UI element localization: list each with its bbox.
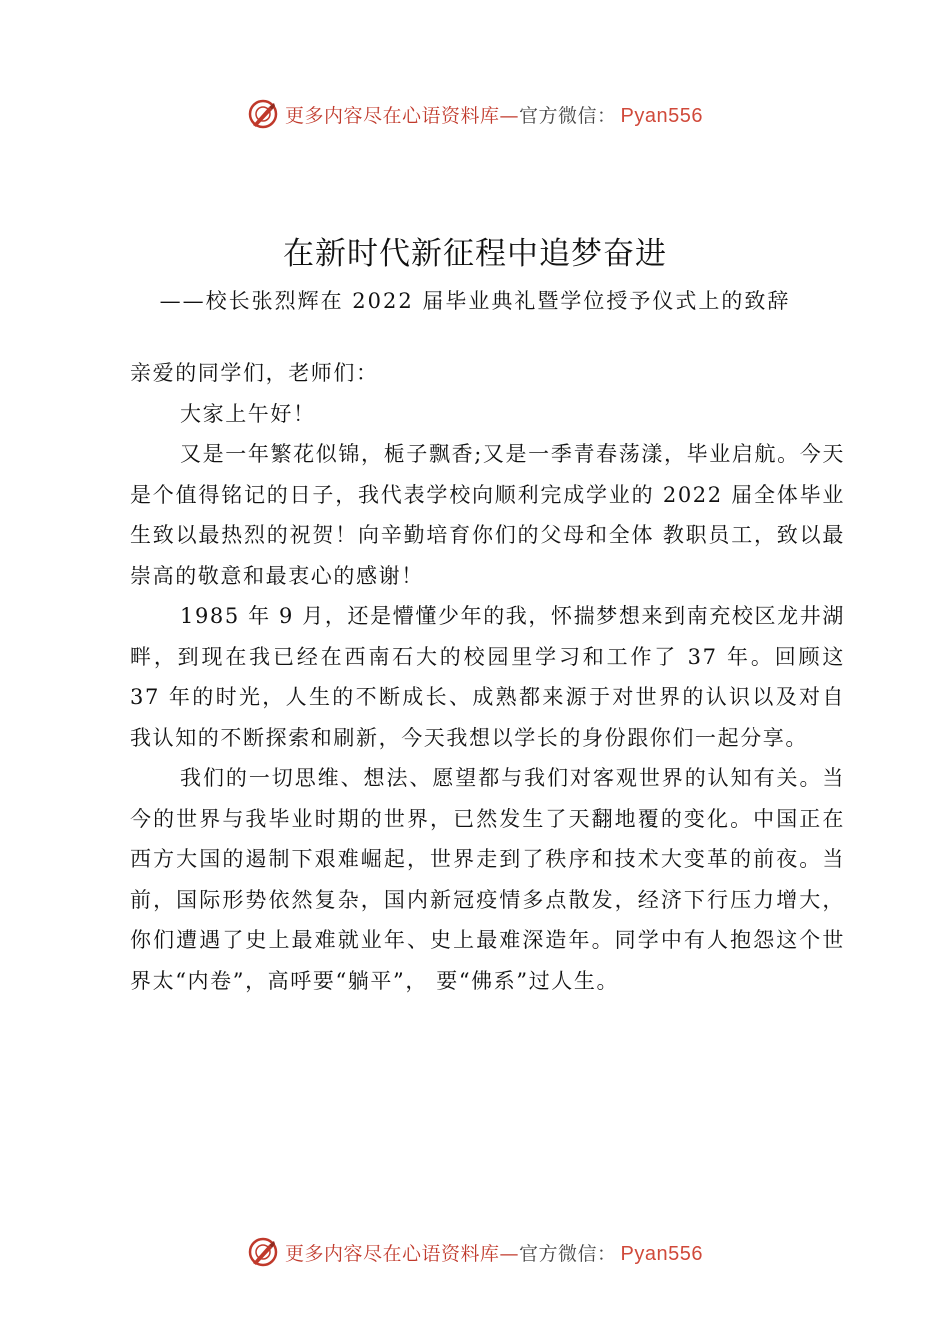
pen-circle-logo-icon [247, 1236, 279, 1268]
header-separator: — [499, 104, 520, 127]
page-subtitle: ——校长张烈辉在 2022 届毕业典礼暨学位授予仪式上的致辞 [159, 289, 791, 313]
header-wechat-label: 官方微信： [519, 104, 617, 127]
pen-circle-logo-icon [247, 98, 279, 130]
footer-brand: 更多内容尽在心语资料库 [285, 1242, 500, 1265]
page-title: 在新时代新征程中追梦奋进 [283, 236, 667, 272]
document-body [130, 353, 845, 1001]
salutation: 亲爱的同学们，老师们： [130, 361, 379, 385]
header-wechat-id: Pyan556 [620, 104, 703, 127]
header-banner [0, 94, 950, 134]
header-brand: 更多内容尽在心语资料库 [285, 104, 500, 127]
footer-banner-text [285, 1239, 703, 1266]
header-banner-text [285, 101, 703, 128]
paragraph-greeting: 大家上午好！ [180, 401, 316, 426]
footer-wechat-id: Pyan556 [620, 1242, 703, 1265]
footer-banner [0, 1232, 950, 1272]
footer-separator: — [499, 1242, 520, 1265]
paragraph-world: 我们的一切思维、想法、愿望都与我们对客观世界的认知有关。当今的世界与我毕业时期的世界，已然发生了天翻地覆的变化。中国正在西方大国的遏制下艰难崛起，世界走到了秩序和技术大变革的前夜。当前，国际形势依然复杂，国内新冠疫情多点散发，经济下行压力增大，你们遭遇了史上最难就业年、史上最难深造年。同学中有人抱怨这个世界太“内卷”，高呼要“躺平”， 要“佛系”过人生。 [130, 766, 845, 993]
paragraph-memories: 1985 年 9 月，还是懵懂少年的我，怀揣梦想来到南充校区龙井湖畔，到现在我已经在西南石大的校园里学习和工作了 37 年。回顾这 37 年的时光，人生的不断成长、成熟都来源于对世界的认识以及对自我认知的不断探索和刷新，今天我想以学长的身份跟你们一起分享。 [130, 604, 845, 750]
footer-wechat-label: 官方微信： [519, 1242, 617, 1265]
paragraph-congratulations: 又是一年繁花似锦，栀子飘香;又是一季青春荡漾，毕业启航。今天是个值得铭记的日子，我代表学校向顺利完成学业的 2022 届全体毕业生致以最热烈的祝贺！向辛勤培育你们的父母和全体 教职员工，致以最崇高的敬意和最衷心的感谢！ [130, 442, 845, 588]
